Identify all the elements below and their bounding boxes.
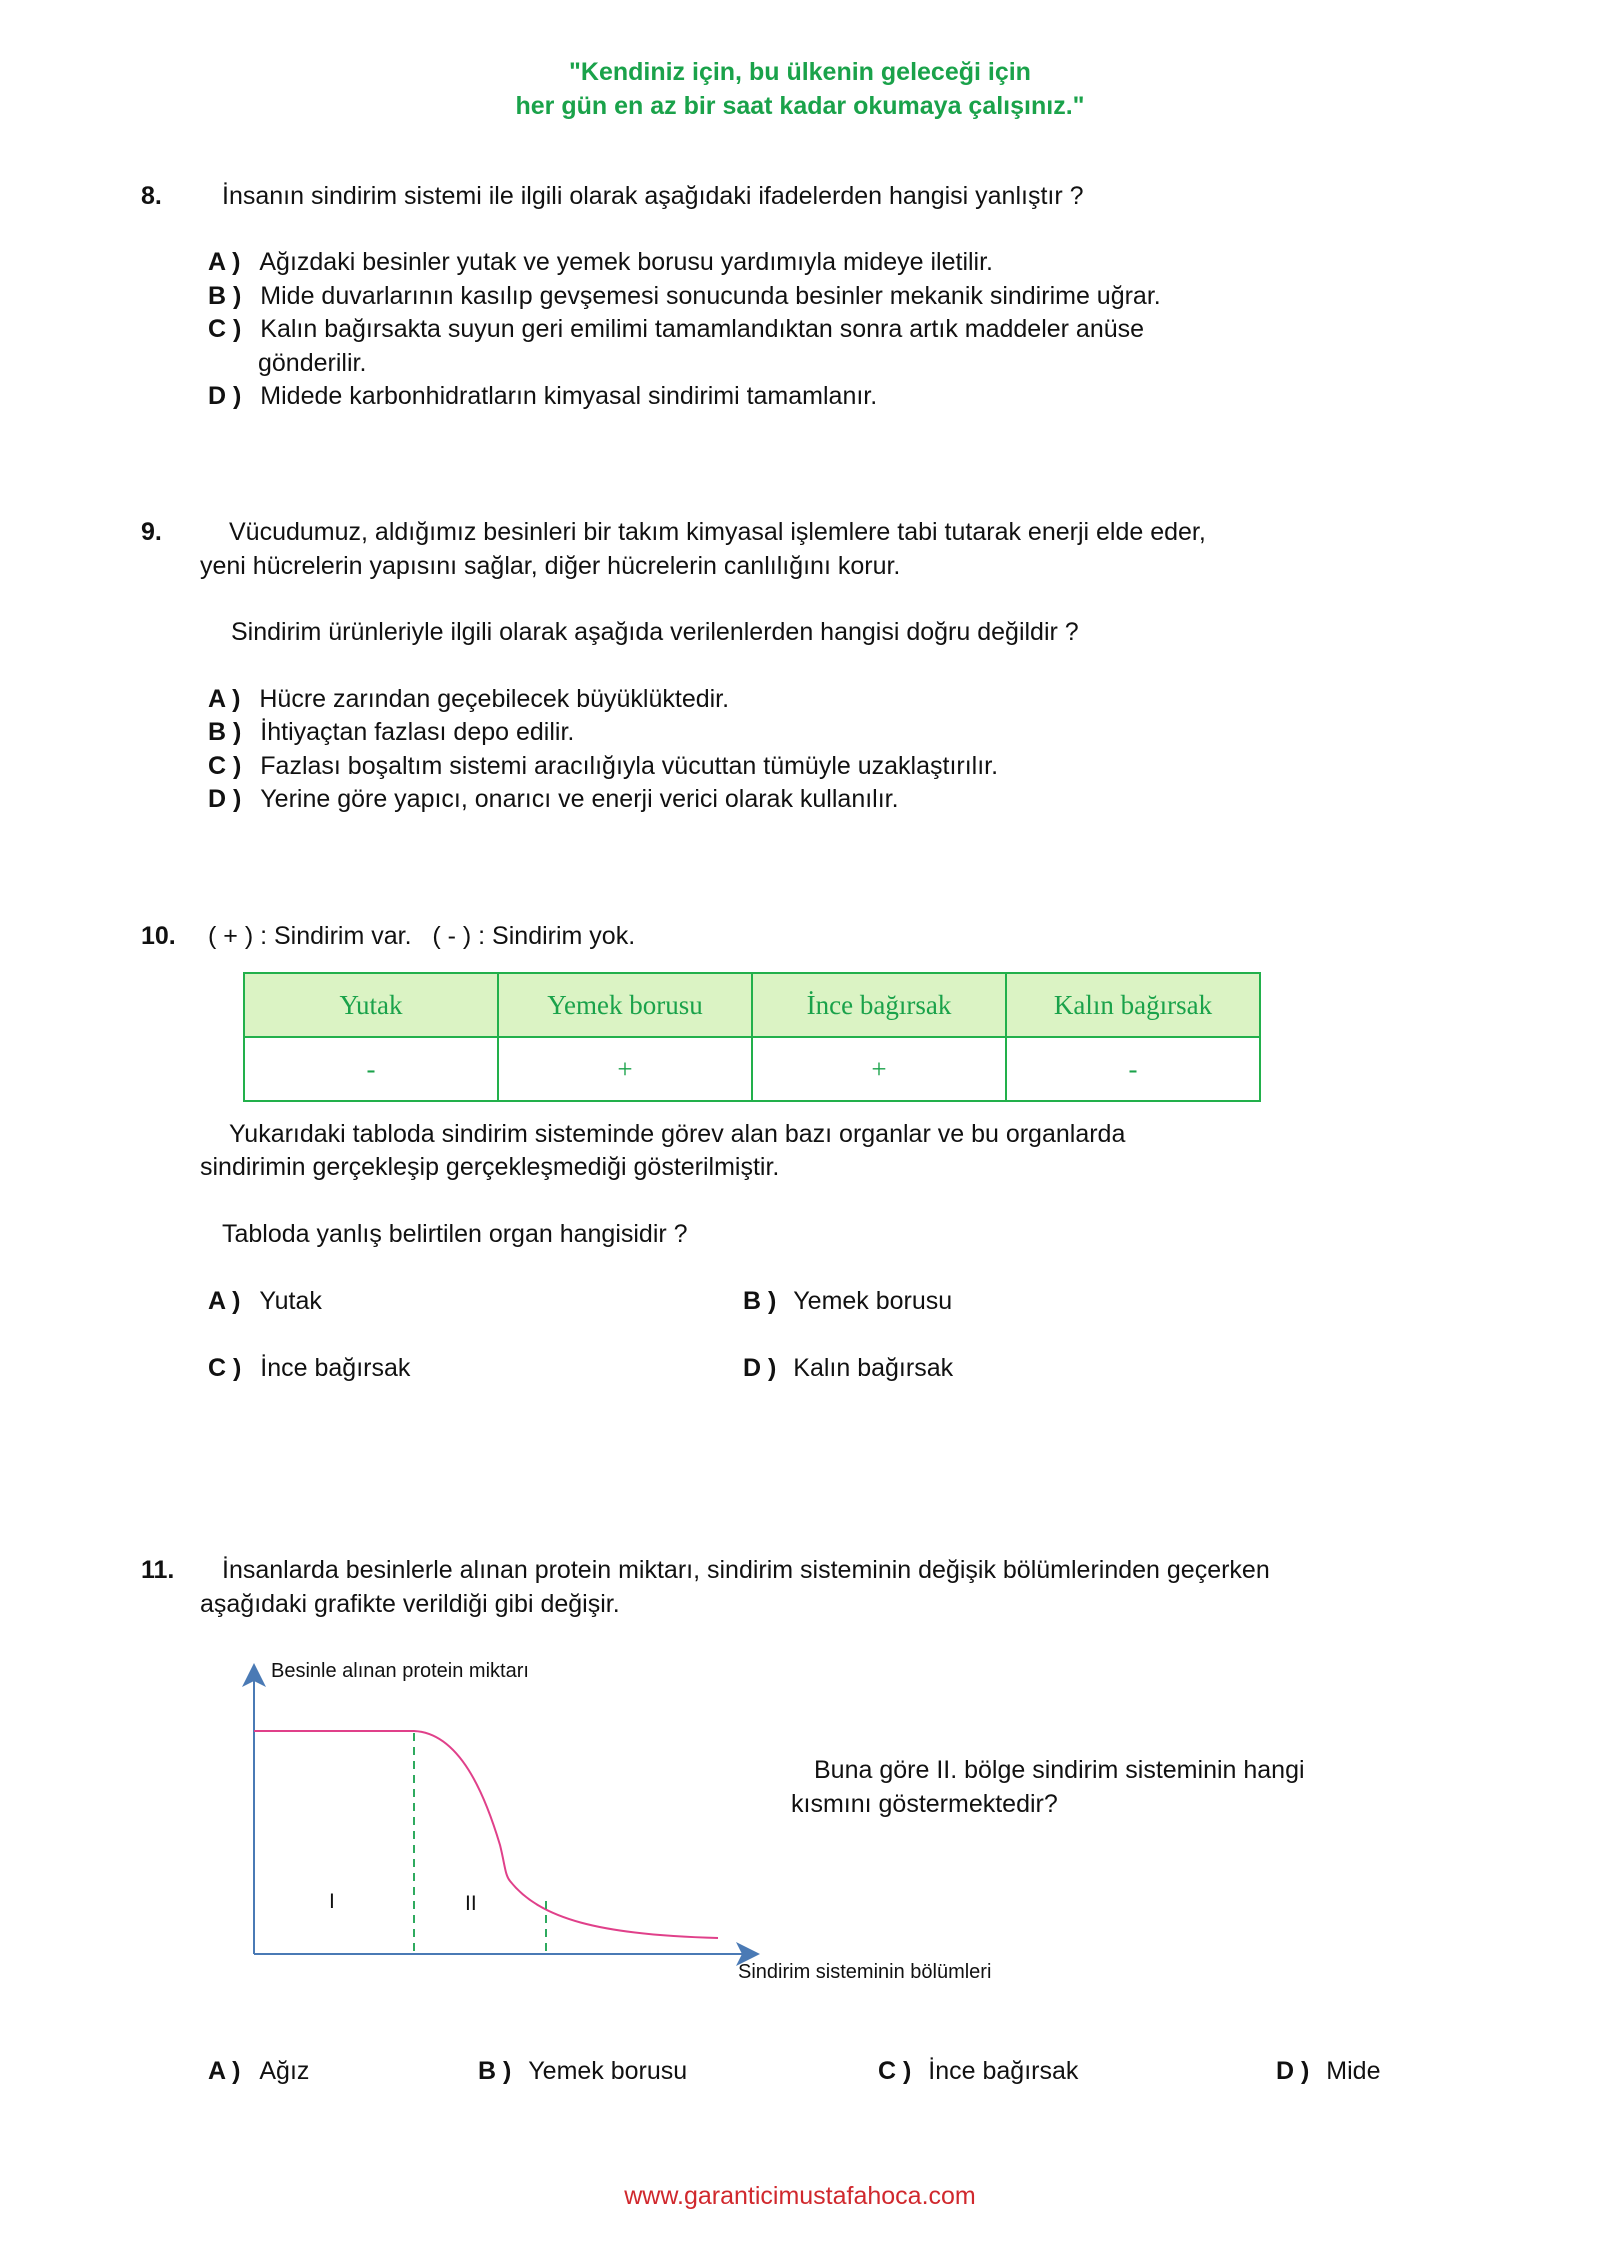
question-8-option-c-continuation: gönderilir. (258, 349, 367, 377)
graph-y-axis-label: Besinle alınan protein miktarı (271, 1660, 529, 1682)
question-10-option-a[interactable] (208, 1287, 322, 1316)
option-letter: D ) (1276, 2057, 1310, 2085)
question-9-option-b[interactable] (208, 718, 574, 747)
question-8-text: İnsanın sindirim sistemi ile ilgili olarak aşağıdaki ifadelerden hangisi yanlıştır ? (222, 182, 1084, 210)
option-letter: B ) (478, 2057, 512, 2085)
option-text: Yemek borusu (793, 1287, 953, 1315)
graph-region-label-2: II (465, 1892, 477, 1915)
option-text: Yutak (259, 1287, 322, 1315)
graph-region-label-1: I (329, 1890, 335, 1913)
option-text: İnce bağırsak (928, 2057, 1079, 2085)
option-letter: D ) (208, 382, 242, 410)
table-header-cell: Yemek borusu (498, 973, 752, 1037)
option-text: Mide (1326, 2057, 1381, 2085)
question-9-number: 9. (141, 518, 162, 546)
table-cell: + (752, 1037, 1006, 1101)
option-letter: A ) (208, 1287, 241, 1315)
question-11-text-line-2: kısmını göstermektedir? (791, 1790, 1058, 1818)
question-10-option-d[interactable] (743, 1354, 953, 1383)
organ-digestion-table (243, 972, 1261, 1102)
option-letter: C ) (208, 315, 242, 343)
question-11-intro-line-1: İnsanlarda besinlerle alınan protein miktarı, sindirim sisteminin değişik bölümlerinden geçerken (222, 1556, 1270, 1584)
question-11-option-a[interactable] (208, 2057, 309, 2086)
question-9-intro-line-1: Vücudumuz, aldığımız besinleri bir takım kimyasal işlemlere tabi tutarak enerji elde eder, (229, 518, 1206, 546)
option-text: İnce bağırsak (260, 1354, 411, 1382)
question-9-text: Sindirim ürünleriyle ilgili olarak aşağıda verilenlerden hangisi doğru değildir ? (231, 618, 1079, 646)
question-9-intro-line-2: yeni hücrelerin yapısını sağlar, diğer hücrelerin canlılığını korur. (200, 552, 901, 580)
option-text: Ağızdaki besinler yutak ve yemek borusu yardımıyla mideye iletilir. (259, 248, 994, 276)
option-text: Hücre zarından geçebilecek büyüklüktedir. (259, 685, 730, 713)
option-letter: B ) (743, 1287, 777, 1315)
question-8-option-d[interactable] (208, 382, 877, 411)
protein-amount-graph (230, 1655, 770, 1975)
question-8-option-a[interactable] (208, 248, 993, 277)
question-10-legend: ( + ) : Sindirim var. ( - ) : Sindirim yok. (208, 922, 636, 950)
table-header-cell: Kalın bağırsak (1006, 973, 1260, 1037)
motto-line-2: her gün en az bir saat kadar okumaya çalışınız." (515, 92, 1085, 120)
question-8-option-b[interactable] (208, 282, 1161, 311)
question-8-number: 8. (141, 182, 162, 210)
question-9-option-a[interactable] (208, 685, 729, 714)
option-text: Fazlası boşaltım sistemi aracılığıyla vücuttan tümüyle uzaklaştırılır. (260, 752, 999, 780)
table-header-row (244, 973, 1260, 1037)
option-letter: A ) (208, 2057, 241, 2085)
option-letter: D ) (743, 1354, 777, 1382)
option-letter: A ) (208, 685, 241, 713)
question-10-option-b[interactable] (743, 1287, 952, 1316)
protein-curve (254, 1731, 718, 1938)
question-10-text: Tabloda yanlış belirtilen organ hangisidir ? (222, 1220, 688, 1248)
question-8-option-c[interactable] (208, 315, 1144, 344)
question-11-option-b[interactable] (478, 2057, 687, 2086)
graph-x-axis-label: Sindirim sisteminin bölümleri (738, 1961, 992, 1983)
table-cell: - (244, 1037, 498, 1101)
question-11-option-d[interactable] (1276, 2057, 1380, 2086)
option-letter: A ) (208, 248, 241, 276)
table-header-cell: İnce bağırsak (752, 973, 1006, 1037)
question-9-option-d[interactable] (208, 785, 899, 814)
question-11-intro-line-2: aşağıdaki grafikte verildiği gibi değişir. (200, 1590, 620, 1618)
option-text: Ağız (259, 2057, 310, 2085)
table-cell: - (1006, 1037, 1260, 1101)
option-letter: C ) (878, 2057, 912, 2085)
option-letter: B ) (208, 282, 242, 310)
option-text: İhtiyaçtan fazlası depo edilir. (260, 718, 575, 746)
question-11-option-c[interactable] (878, 2057, 1078, 2086)
question-10-number: 10. (141, 922, 176, 950)
question-10-desc-line-1: Yukarıdaki tabloda sindirim sisteminde görev alan bazı organlar ve bu organlarda (229, 1120, 1126, 1148)
motto-line-1: "Kendiniz için, bu ülkenin geleceği için (569, 58, 1031, 86)
question-9-option-c[interactable] (208, 752, 998, 781)
option-text: Midede karbonhidratların kimyasal sindirimi tamamlanır. (260, 382, 878, 410)
table-cell: + (498, 1037, 752, 1101)
table-header-cell: Yutak (244, 973, 498, 1037)
question-11-number: 11. (141, 1556, 175, 1584)
option-text: Kalın bağırsakta suyun geri emilimi tamamlandıktan sonra artık maddeler anüse (260, 315, 1145, 343)
table-row (244, 1037, 1260, 1101)
question-10-desc-line-2: sindirimin gerçekleşip gerçekleşmediği gösterilmiştir. (200, 1153, 780, 1181)
option-letter: C ) (208, 1354, 242, 1382)
question-10-option-c[interactable] (208, 1354, 410, 1383)
option-letter: C ) (208, 752, 242, 780)
option-letter: D ) (208, 785, 242, 813)
option-text: Mide duvarlarının kasılıp gevşemesi sonucunda besinler mekanik sindirime uğrar. (260, 282, 1161, 310)
option-text: Kalın bağırsak (793, 1354, 954, 1382)
footer-website-link[interactable]: www.garanticimustafahoca.com (624, 2182, 976, 2210)
option-text: Yerine göre yapıcı, onarıcı ve enerji verici olarak kullanılır. (260, 785, 899, 813)
question-11-text-line-1: Buna göre II. bölge sindirim sisteminin hangi (814, 1756, 1305, 1784)
option-text: Yemek borusu (528, 2057, 688, 2085)
option-letter: B ) (208, 718, 242, 746)
